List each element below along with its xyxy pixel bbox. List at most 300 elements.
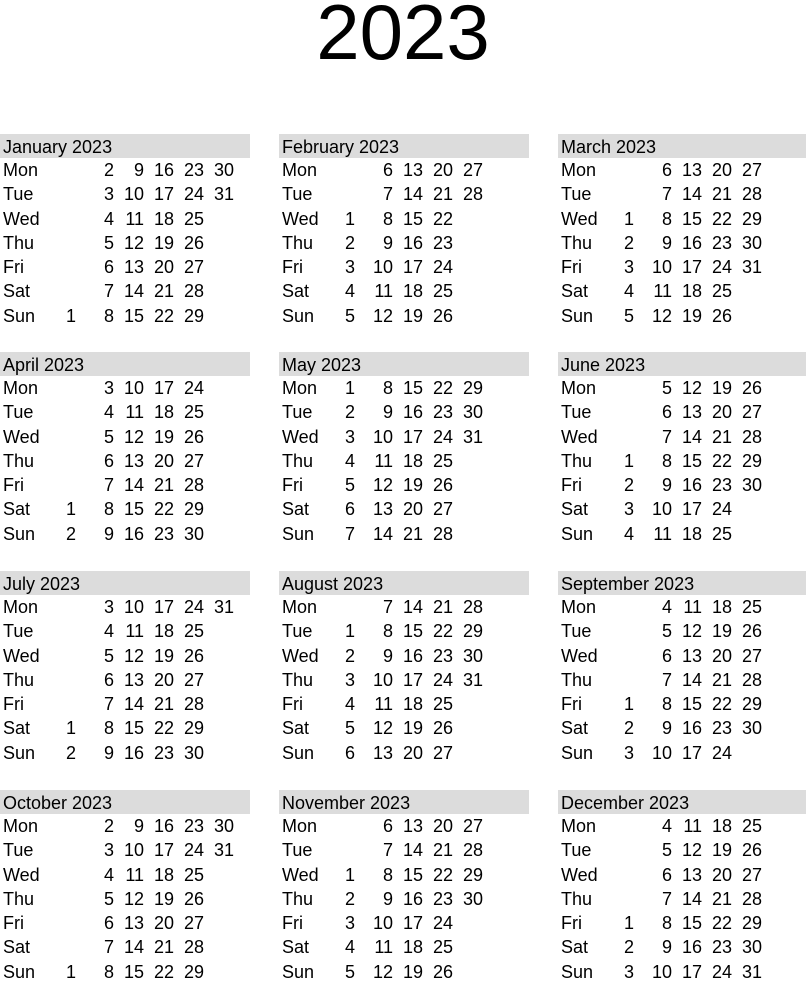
day-cell: 1 [65,718,76,739]
weekday-row [558,279,806,303]
weekday-label: Fri [282,913,303,934]
month-header: March 2023 [558,134,806,158]
day-cell: 2 [65,523,76,544]
day-cell: 3 [344,257,355,278]
day-cell: 18 [402,281,423,302]
day-cell: 8 [382,621,393,642]
day-cell: 9 [661,232,672,253]
weekday-label: Tue [282,402,313,423]
day-cell: 25 [432,694,453,715]
weekday-label: Wed [282,864,319,885]
day-cell: 6 [103,669,114,690]
weekday-label: Tue [3,840,34,861]
weekday-row [0,863,250,887]
weekday-label: Sat [282,499,310,520]
weekday-label: Thu [282,669,314,690]
day-cell: 6 [661,864,672,885]
day-cell: 9 [133,816,144,836]
weekday-label: Tue [561,184,592,205]
weekday-row [0,425,250,449]
weekday-label: Tue [282,840,313,861]
day-cell: 9 [661,718,672,739]
day-cell: 9 [103,742,114,763]
day-cell: 26 [741,621,762,642]
day-cell: 1 [65,305,76,326]
weekday-row [0,400,250,424]
day-cell: 28 [183,694,204,715]
day-cell: 5 [103,232,114,253]
day-cell: 14 [123,475,144,496]
day-cell: 21 [711,888,732,909]
day-cell: 11 [683,597,702,617]
day-cell: 3 [623,742,634,763]
month-block [279,790,529,984]
weekday-row [558,231,806,255]
day-cell: 6 [661,645,672,666]
day-cell: 20 [432,816,453,836]
weekday-label: Fri [282,257,303,278]
day-cell: 30 [213,160,234,180]
day-cell: 26 [711,305,732,326]
day-cell: 21 [432,597,453,617]
day-cell: 7 [344,523,355,544]
day-cell: 30 [741,475,762,496]
day-cell: 22 [432,208,453,229]
day-cell: 6 [103,913,114,934]
day-cell: 14 [402,597,423,617]
weekday-label: Sat [282,718,310,739]
day-cell: 3 [103,597,114,617]
weekday-row [558,182,806,206]
day-cell: 28 [183,475,204,496]
day-cell: 4 [623,523,634,544]
day-cell: 20 [711,160,732,180]
weekday-row [0,887,250,911]
day-cell: 11 [653,281,672,302]
weekday-row [0,158,250,182]
day-cell: 24 [432,669,453,690]
weekday-label: Mon [561,816,597,836]
day-cell: 9 [661,937,672,958]
day-cell: 30 [213,816,234,836]
day-cell: 17 [681,742,702,763]
day-cell: 25 [432,937,453,958]
day-cell: 3 [103,378,114,398]
day-cell: 13 [681,160,702,180]
month-block [279,571,529,765]
day-cell: 17 [153,184,174,205]
weekday-label: Sat [561,499,589,520]
day-cell: 26 [741,840,762,861]
day-cell: 25 [711,523,732,544]
day-cell: 2 [623,475,634,496]
day-cell: 31 [462,669,483,690]
day-cell: 16 [153,816,174,836]
day-cell: 26 [183,426,204,447]
day-cell: 6 [103,450,114,471]
day-cell: 13 [123,669,144,690]
weekday-label: Thu [561,669,593,690]
weekday-label: Mon [282,160,318,180]
day-cell: 24 [711,499,732,520]
day-cell: 16 [402,645,423,666]
day-cell: 15 [402,208,423,229]
day-cell: 22 [711,694,732,715]
day-cell: 30 [462,402,483,423]
day-cell: 8 [661,913,672,934]
day-cell: 26 [183,645,204,666]
weekday-row [279,376,529,400]
day-cell: 20 [402,742,423,763]
day-cell: 20 [711,645,732,666]
weekday-label: Sun [282,523,315,544]
weekday-label: Thu [3,888,35,909]
weekday-label: Thu [3,450,35,471]
day-cell: 3 [103,840,114,861]
day-cell: 29 [462,378,483,398]
day-cell: 17 [681,257,702,278]
weekday-row [279,497,529,521]
day-cell: 18 [153,864,174,885]
weekday-label: Wed [561,864,598,885]
month-header: December 2023 [558,790,806,814]
day-cell: 19 [402,961,423,982]
weekday-label: Fri [561,913,582,934]
weekday-label: Sat [282,281,310,302]
day-cell: 20 [153,913,174,934]
day-cell: 23 [432,888,453,909]
weekday-label: Fri [561,694,582,715]
day-cell: 30 [462,888,483,909]
weekday-row [279,935,529,959]
weekday-row [558,668,806,692]
day-cell: 12 [372,475,393,496]
weekday-label: Sat [561,937,589,958]
weekday-row [279,158,529,182]
day-cell: 28 [741,184,762,205]
day-cell: 2 [623,937,634,958]
day-cell: 23 [432,232,453,253]
month-header: July 2023 [0,571,250,595]
day-cell: 18 [153,402,174,423]
day-cell: 15 [681,913,702,934]
weekday-label: Sat [282,937,310,958]
weekday-label: Wed [282,208,319,229]
day-cell: 25 [711,281,732,302]
day-cell: 3 [344,426,355,447]
day-cell: 10 [372,426,393,447]
day-cell: 24 [432,913,453,934]
day-cell: 29 [741,450,762,471]
day-cell: 8 [382,864,393,885]
weekday-row [558,863,806,887]
day-cell: 2 [103,160,114,180]
day-cell: 19 [711,621,732,642]
day-cell: 2 [623,718,634,739]
day-cell: 16 [402,402,423,423]
day-cell: 4 [103,208,114,229]
weekday-row [558,425,806,449]
weekday-label: Sun [3,523,36,544]
day-cell: 30 [741,718,762,739]
day-cell: 25 [741,597,762,617]
day-cell: 6 [344,742,355,763]
weekday-row [0,911,250,935]
day-cell: 8 [382,378,393,398]
day-cell: 23 [432,402,453,423]
weekday-row [0,692,250,716]
day-cell: 6 [661,402,672,423]
day-cell: 14 [681,426,702,447]
month-block [279,134,529,328]
day-cell: 17 [402,913,423,934]
day-cell: 4 [103,402,114,423]
day-cell: 3 [344,669,355,690]
month-block [558,352,806,546]
day-cell: 27 [183,450,204,471]
day-cell: 4 [344,937,355,958]
day-cell: 8 [103,499,114,520]
day-cell: 21 [711,669,732,690]
day-cell: 1 [623,694,634,715]
weekday-label: Fri [3,257,24,278]
day-cell: 29 [741,208,762,229]
day-cell: 25 [183,864,204,885]
weekday-row [279,279,529,303]
weekday-row [279,231,529,255]
day-cell: 13 [123,913,144,934]
day-cell: 10 [372,257,393,278]
day-cell: 14 [681,669,702,690]
day-cell: 19 [153,888,174,909]
day-cell: 13 [681,864,702,885]
weekday-row [279,692,529,716]
day-cell: 15 [681,450,702,471]
day-cell: 20 [402,499,423,520]
day-cell: 3 [344,913,355,934]
weekday-label: Sun [561,305,594,326]
day-cell: 28 [741,426,762,447]
weekday-label: Sun [561,961,594,982]
day-cell: 25 [183,208,204,229]
month-header: February 2023 [279,134,529,158]
day-cell: 7 [382,597,393,617]
day-cell: 11 [374,937,393,958]
day-cell: 2 [344,232,355,253]
weekday-label: Thu [561,450,593,471]
day-cell: 26 [432,475,453,496]
day-cell: 11 [683,816,702,836]
weekday-label: Tue [561,402,592,423]
weekday-label: Wed [282,426,319,447]
weekday-row [279,619,529,643]
day-cell: 27 [432,742,453,763]
day-cell: 14 [372,523,393,544]
day-cell: 28 [462,840,483,861]
day-cell: 3 [623,499,634,520]
day-cell: 23 [711,232,732,253]
day-cell: 21 [153,475,174,496]
weekday-row [279,595,529,619]
month-header: November 2023 [279,790,529,814]
weekday-label: Fri [282,694,303,715]
day-cell: 18 [681,523,702,544]
day-cell: 17 [153,378,174,398]
weekday-row [0,814,250,838]
weekday-row [0,279,250,303]
weekday-label: Wed [3,864,40,885]
day-cell: 24 [711,257,732,278]
weekday-row [558,619,806,643]
day-cell: 5 [103,426,114,447]
day-cell: 7 [103,475,114,496]
weekday-row [0,716,250,740]
day-cell: 19 [402,475,423,496]
day-cell: 1 [623,450,634,471]
day-cell: 16 [681,718,702,739]
weekday-row [0,182,250,206]
day-cell: 23 [183,816,204,836]
day-cell: 11 [125,864,144,885]
weekday-label: Mon [282,378,318,398]
day-cell: 29 [462,621,483,642]
day-cell: 29 [183,499,204,520]
weekday-label: Sat [3,499,31,520]
day-cell: 31 [213,184,234,205]
day-cell: 17 [153,840,174,861]
day-cell: 27 [741,645,762,666]
month-block [0,571,250,765]
weekday-row [279,644,529,668]
day-cell: 16 [681,475,702,496]
day-cell: 16 [402,232,423,253]
day-cell: 16 [681,937,702,958]
day-cell: 19 [153,426,174,447]
weekday-row [279,182,529,206]
day-cell: 6 [344,499,355,520]
day-cell: 12 [123,232,144,253]
day-cell: 24 [183,184,204,205]
weekday-label: Mon [282,816,318,836]
weekday-row [0,497,250,521]
day-cell: 4 [623,281,634,302]
weekday-label: Mon [3,160,39,180]
weekday-row [558,207,806,231]
day-cell: 11 [374,450,393,471]
month-header: August 2023 [279,571,529,595]
day-cell: 19 [153,645,174,666]
weekday-row [0,644,250,668]
day-cell: 23 [153,523,174,544]
day-cell: 17 [402,257,423,278]
day-cell: 26 [432,305,453,326]
day-cell: 7 [103,694,114,715]
day-cell: 14 [123,281,144,302]
weekday-row [279,400,529,424]
weekday-row [0,935,250,959]
day-cell: 6 [661,160,672,180]
day-cell: 5 [344,475,355,496]
day-cell: 27 [183,913,204,934]
day-cell: 6 [382,816,393,836]
weekday-label: Fri [561,257,582,278]
weekday-row [279,960,529,984]
day-cell: 11 [653,523,672,544]
weekday-row [0,304,250,328]
month-block [0,790,250,984]
day-cell: 23 [183,160,204,180]
weekday-row [558,838,806,862]
day-cell: 24 [432,257,453,278]
day-cell: 7 [661,669,672,690]
weekday-label: Sat [561,718,589,739]
day-cell: 21 [711,426,732,447]
day-cell: 18 [153,208,174,229]
day-cell: 12 [123,888,144,909]
month-header: May 2023 [279,352,529,376]
weekday-label: Thu [282,888,314,909]
day-cell: 10 [123,597,144,617]
weekday-row [558,716,806,740]
day-cell: 25 [432,281,453,302]
day-cell: 14 [681,888,702,909]
day-cell: 10 [123,840,144,861]
weekday-label: Sun [561,523,594,544]
month-header: January 2023 [0,134,250,158]
day-cell: 1 [344,864,355,885]
day-cell: 22 [432,864,453,885]
day-cell: 7 [382,184,393,205]
weekday-label: Wed [3,645,40,666]
weekday-row [279,668,529,692]
weekday-row [0,741,250,765]
month-block [558,790,806,984]
day-cell: 5 [661,378,672,398]
day-cell: 11 [125,621,144,642]
day-cell: 9 [661,475,672,496]
weekday-row [558,935,806,959]
weekday-row [558,304,806,328]
weekday-row [0,473,250,497]
weekday-row [558,376,806,400]
day-cell: 20 [432,160,453,180]
weekday-row [558,522,806,546]
day-cell: 10 [651,257,672,278]
weekday-label: Wed [561,208,598,229]
day-cell: 29 [462,864,483,885]
weekday-label: Sun [3,742,36,763]
weekday-row [558,814,806,838]
weekday-row [279,887,529,911]
weekday-row [0,595,250,619]
day-cell: 16 [123,523,144,544]
day-cell: 30 [741,232,762,253]
weekday-label: Mon [3,597,39,617]
day-cell: 4 [344,281,355,302]
month-header: October 2023 [0,790,250,814]
day-cell: 29 [183,305,204,326]
day-cell: 17 [402,669,423,690]
day-cell: 27 [741,402,762,423]
weekday-row [279,304,529,328]
calendar-title: 2023 [316,0,490,76]
day-cell: 8 [382,208,393,229]
day-cell: 10 [123,378,144,398]
day-cell: 7 [661,426,672,447]
day-cell: 16 [153,160,174,180]
weekday-label: Fri [3,475,24,496]
day-cell: 25 [432,450,453,471]
